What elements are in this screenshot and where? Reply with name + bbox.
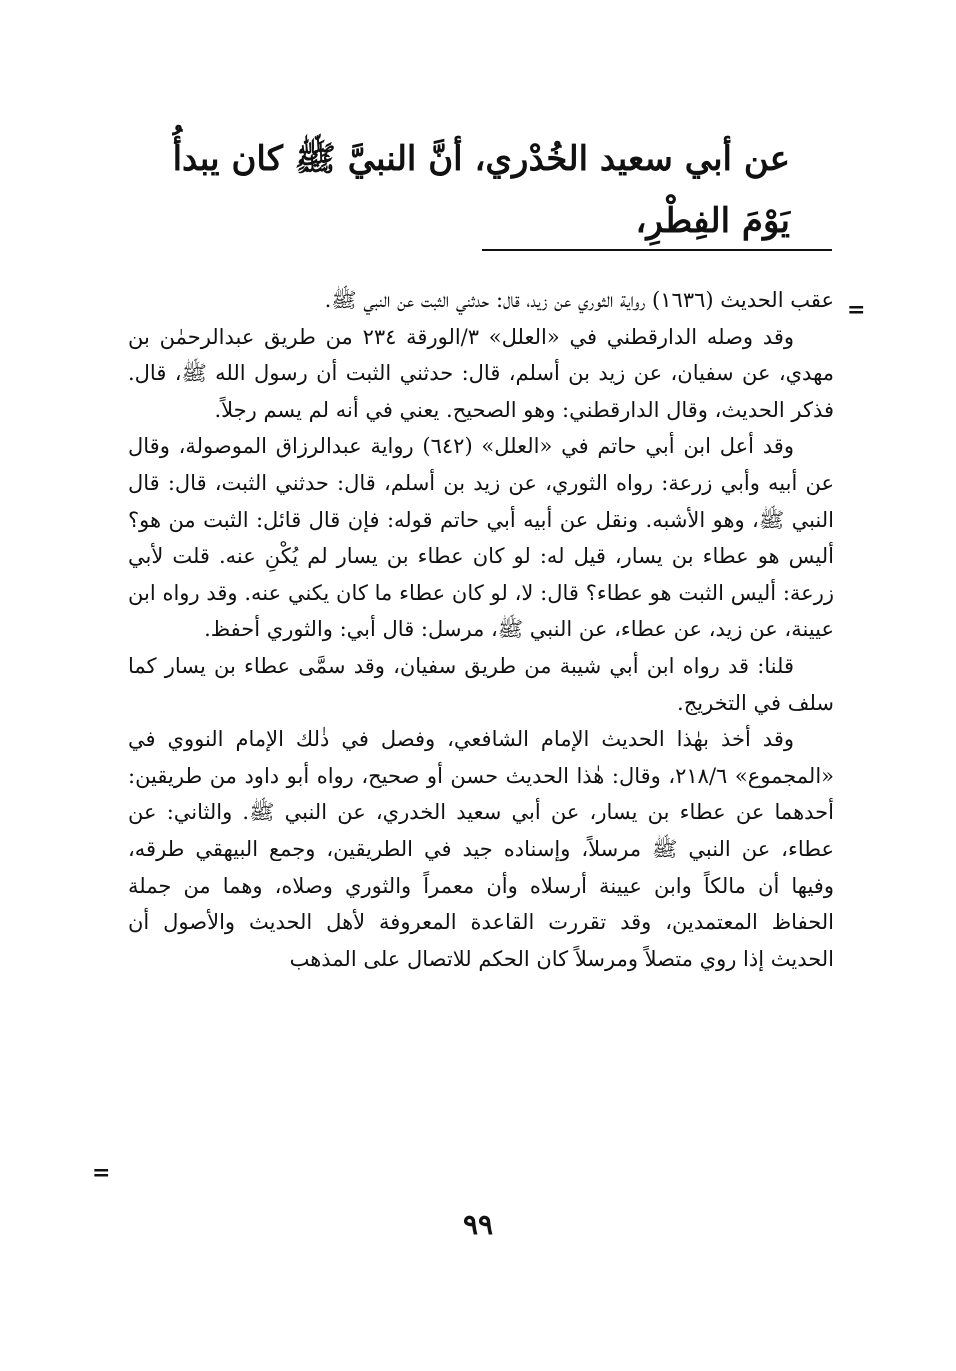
continuation-mark-top: = xyxy=(847,297,866,323)
page-number: ٩٩ xyxy=(462,1208,494,1241)
footnote-paragraph: قلنا: قد رواه ابن أبي شيبة من طريق سفيان، وقد سمَّى عطاء بن يسار كما سلف في التخريج. xyxy=(128,653,834,715)
hadith-heading: عن أبي سعيد الخُدْري، أنَّ النبيَّ ﷺ كان يبدأُ يَوْمَ الفِطْرِ، xyxy=(172,139,790,241)
footnote-paragraph: وقد أعل ابن أبي حاتم في «العلل» (٦٤٢) رواية عبدالرزاق الموصولة، وقال عن أبيه وأبي زرعة: رواه الثوري، عن زيد بن أسلم، قال: حدثني الثبت، قال: قال النبي ﷺ، وهو الأشبه. ونقل عن أبيه أبي حاتم قوله: فإن قال قائل: الثبت من هو؟ أليس هو عطاء بن يسار، قيل له: لو كان عطاء بن يسار لم يُكْنِ عنه. قلت لأبي زرعة: أليس الثبت هو عطاء؟ قال: لا، لو كان عطاء ما كان يكني عنه. وقد رواه ابن عيينة، عن زيد، عن عطاء، عن النبي ﷺ، مرسل: قال أبي: والثوري أحفظ. xyxy=(128,434,834,642)
footnote-paragraph: وقد أخذ بهٰذا الحديث الإمام الشافعي، وفصل في ذٰلك الإمام النووي في «المجموع» ٢١٨/٦، وقال: هٰذا الحديث حسن أو صحيح، رواه أبو داود من طريقين: أحدهما عن عطاء بن يسار، عن أبي سعيد الخدري، عن النبي ﷺ. والثاني: عن عطاء، عن النبي ﷺ مرسلاً، وإسناده جيد في الطريقين، وجمع البيهقي طرقه، وفيها أن مالكاً وابن عيينة أرسلاه وأن معمراً والثوري وصلاه، وهما من جملة الحفاظ المعتمدين، وقد تقررت القاعدة المعروفة لأهل الحديث والأصول أن الحديث إذا روي متصلاً ومرسلاً كان الحكم للاتصال على المذهب xyxy=(128,727,834,971)
footnote-body xyxy=(128,282,834,977)
footnote-paragraph: عقب الحديث (١٦٣٦) رواية الثوري عن زيد، قال: حدثني الثبت عن النبي ﷺ. xyxy=(324,288,834,312)
continuation-mark-bottom: = xyxy=(92,1160,111,1186)
footnote-paragraph: وقد وصله الدارقطني في «العلل» ٣/الورقة ٢٣٤ من طريق عبدالرحمٰن بن مهدي، عن سفيان، عن زيد بن أسلم، قال: حدثني الثبت أن رسول الله ﷺ، قال. فذكر الحديث، وقال الدارقطني: وهو الصحيح. يعني في أنه لم يسم رجلاً. xyxy=(128,324,834,422)
footnote-separator xyxy=(482,249,832,251)
